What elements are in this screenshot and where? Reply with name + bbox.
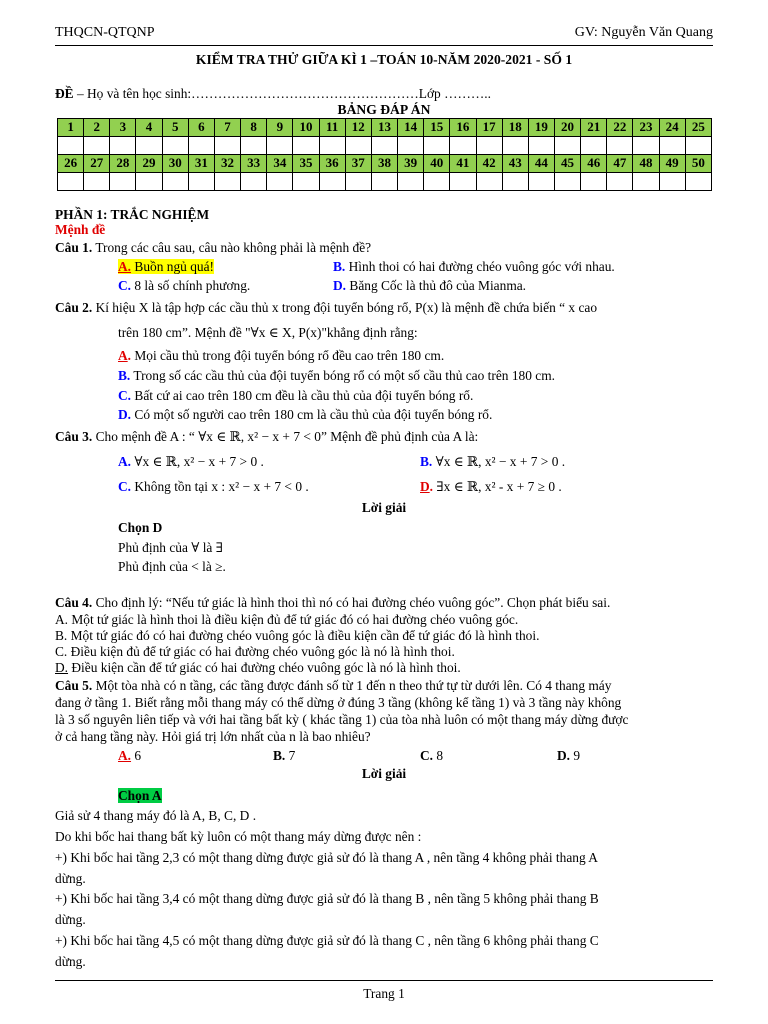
answer-number-cell: 30 — [162, 155, 188, 173]
answer-cell — [424, 173, 450, 191]
answer-cell — [188, 173, 214, 191]
q2-option-d-text: Có một số người cao trên 180 cm là cầu thủ của đội tuyển bóng rổ. — [134, 407, 493, 422]
answer-cell — [345, 137, 371, 155]
answer-number-cell: 4 — [136, 119, 162, 137]
q4-option-d: D. Điều kiện cần để tứ giác có hai đường chéo vuông góc là nó là hình thoi. — [55, 660, 461, 675]
answer-number-cell: 48 — [633, 155, 659, 173]
q5-line4: ở cả hang tầng này. Hỏi giá trị lớn nhất của n là bao nhiêu? — [55, 729, 371, 744]
answer-number-cell: 47 — [607, 155, 633, 173]
student-info-text: – Họ và tên học sinh:……………………………………………Lớp ……….. — [73, 86, 491, 101]
q2-option-c: C. Bất cứ ai cao trên 180 cm đều là cầu thủ của đội tuyển bóng rổ. — [118, 388, 474, 403]
q4-option-c: C. Điều kiện đủ để tứ giác có hai đường chéo vuông góc là nó là hình thoi. — [55, 644, 455, 659]
answer-cell — [398, 173, 424, 191]
answer-number-cell: 5 — [162, 119, 188, 137]
q3-option-d: D. ∃x ∈ ℝ, x² - x + 7 ≥ 0 . — [420, 479, 562, 494]
q2-option-a-text: Mọi cầu thủ trong đội tuyển bóng rổ đều cao trên 180 cm. — [134, 348, 445, 363]
question-1 — [55, 240, 371, 257]
answer-cell — [450, 137, 476, 155]
q5-solution-2: Do khi bốc hai thang bất kỳ luôn có một thang máy dừng được nên : — [55, 829, 422, 844]
answer-cell — [58, 173, 84, 191]
part-heading: PHẦN 1: TRẮC NGHIỆM — [55, 207, 210, 222]
answer-cell — [58, 137, 84, 155]
answer-number-cell: 44 — [528, 155, 554, 173]
answer-number-cell: 10 — [293, 119, 319, 137]
q5-choose: Chọn A — [118, 788, 162, 803]
q5-option-c: C. 8 — [420, 748, 444, 763]
answer-number-cell: 21 — [581, 119, 607, 137]
q3-option-c-text: Không tồn tại x : x² − x + 7 < 0 . — [134, 479, 309, 494]
answer-cell — [110, 173, 136, 191]
answer-number-cell: 36 — [319, 155, 345, 173]
q1-option-a-text: Buồn ngủ quá! — [134, 259, 214, 274]
answer-number-cell: 28 — [110, 155, 136, 173]
answer-cell — [633, 137, 659, 155]
q5-line1: Một tòa nhà có n tầng, các tầng được đánh số từ 1 đến n theo thứ tự từ dưới lên. Có 4 thang máy — [92, 678, 612, 693]
q1-option-b: B. Hình thoi có hai đường chéo vuông góc với nhau. — [333, 259, 615, 274]
answer-number-cell: 35 — [293, 155, 319, 173]
q4-option-c-text: Điều kiện đủ để tứ giác có hai đường chéo vuông góc là nó là hình thoi. — [70, 644, 455, 659]
answer-cell — [267, 173, 293, 191]
answer-number-cell: 31 — [188, 155, 214, 173]
answer-cell — [528, 173, 554, 191]
answer-cell — [188, 137, 214, 155]
answer-cell — [214, 173, 240, 191]
answer-table — [57, 118, 712, 191]
answer-cell — [398, 137, 424, 155]
answer-cell — [241, 173, 267, 191]
answer-cell — [685, 173, 711, 191]
q3-option-a-text: ∀x ∈ ℝ, x² − x + 7 > 0 . — [134, 454, 264, 469]
answer-number-cell: 2 — [84, 119, 110, 137]
answer-cell — [110, 137, 136, 155]
q5-option-a: A. 6 — [118, 748, 142, 763]
q4-option-a: A. Một tứ giác là hình thoi là điều kiện đủ để tứ giác đó có hai đường chéo vuông góc. — [55, 612, 519, 627]
answer-number-cell: 33 — [241, 155, 267, 173]
answer-number-cell: 38 — [371, 155, 397, 173]
q5-option-d: D. 9 — [557, 748, 581, 763]
answer-number-cell: 49 — [659, 155, 685, 173]
footer-divider — [55, 980, 713, 981]
q5-option-d-text: 9 — [573, 748, 581, 763]
answer-number-cell: 6 — [188, 119, 214, 137]
q4-option-d-text: Điều kiện cần để tứ giác có hai đường chéo vuông góc là nó là hình thoi. — [71, 660, 461, 675]
answer-number-cell: 42 — [476, 155, 502, 173]
answer-number-cell: 41 — [450, 155, 476, 173]
q1-option-a: A. Buồn ngủ quá! — [118, 259, 214, 274]
q5-solution-3b: dừng. — [55, 871, 86, 886]
answer-cell — [162, 173, 188, 191]
answer-number-row-2 — [58, 155, 712, 173]
answer-cell — [476, 173, 502, 191]
q2-label: Câu 2. — [55, 300, 93, 315]
answer-table-title: BẢNG ĐÁP ÁN — [337, 102, 431, 117]
answer-cell — [502, 173, 528, 191]
question-5 — [55, 678, 611, 695]
answer-number-cell: 1 — [58, 119, 84, 137]
answer-cell — [581, 137, 607, 155]
q5-solution-5b: dừng. — [55, 954, 86, 969]
q3-option-b: B. ∀x ∈ ℝ, x² − x + 7 > 0 . — [420, 454, 566, 469]
header-divider — [55, 45, 713, 46]
answer-number-cell: 27 — [84, 155, 110, 173]
q3-solution-title: Lời giải — [361, 500, 407, 515]
q5-option-b: B. 7 — [273, 748, 296, 763]
answer-cell — [685, 137, 711, 155]
answer-number-cell: 43 — [502, 155, 528, 173]
student-info-line — [55, 86, 491, 103]
answer-number-cell: 50 — [685, 155, 711, 173]
answer-cell — [502, 137, 528, 155]
question-2 — [55, 300, 597, 317]
answer-number-cell: 7 — [214, 119, 240, 137]
answer-number-cell: 24 — [659, 119, 685, 137]
answer-number-cell: 22 — [607, 119, 633, 137]
answer-number-cell: 46 — [581, 155, 607, 173]
answer-cell — [293, 137, 319, 155]
answer-blank-row-1 — [58, 137, 712, 155]
q2-line2: trên 180 cm”. Mệnh đề "∀x ∈ X, P(x)"khẳng định rằng: — [118, 325, 418, 340]
q4-option-a-text: Một tứ giác là hình thoi là điều kiện đủ để tứ giác đó có hai đường chéo vuông góc. — [71, 612, 519, 627]
q1-option-d-text: Băng Cốc là thủ đô của Mianma. — [349, 278, 527, 293]
q5-solution-3a: +) Khi bốc hai tầng 2,3 có một thang dừng được giả sử đó là thang A , nên tầng 4 không phải thang A — [55, 850, 598, 865]
answer-number-cell: 11 — [319, 119, 345, 137]
answer-cell — [554, 173, 580, 191]
answer-number-cell: 14 — [398, 119, 424, 137]
q3-option-b-text: ∀x ∈ ℝ, x² − x + 7 > 0 . — [435, 454, 566, 469]
answer-cell — [319, 137, 345, 155]
answer-number-cell: 40 — [424, 155, 450, 173]
answer-cell — [607, 137, 633, 155]
answer-cell — [84, 137, 110, 155]
answer-number-cell: 32 — [214, 155, 240, 173]
question-3 — [55, 429, 478, 446]
answer-cell — [267, 137, 293, 155]
answer-cell — [293, 173, 319, 191]
q1-option-d: D. Băng Cốc là thủ đô của Mianma. — [333, 278, 527, 293]
answer-number-cell: 20 — [554, 119, 580, 137]
answer-number-cell: 18 — [502, 119, 528, 137]
question-4 — [55, 595, 610, 612]
answer-number-cell: 45 — [554, 155, 580, 173]
q5-solution-1: Giả sử 4 thang máy đó là A, B, C, D . — [55, 808, 257, 823]
answer-number-cell: 12 — [345, 119, 371, 137]
answer-number-cell: 17 — [476, 119, 502, 137]
answer-number-cell: 37 — [345, 155, 371, 173]
q4-text: Cho định lý: “Nếu tứ giác là hình thoi thì nó có hai đường chéo vuông góc”. Chọn phát biểu sai. — [92, 595, 611, 610]
answer-cell — [319, 173, 345, 191]
q2-option-a: A. Mọi cầu thủ trong đội tuyển bóng rổ đều cao trên 180 cm. — [118, 348, 445, 363]
q1-option-c-text: 8 là số chính phương. — [134, 278, 251, 293]
answer-cell — [528, 137, 554, 155]
q5-option-b-text: 7 — [288, 748, 296, 763]
answer-number-cell: 29 — [136, 155, 162, 173]
answer-number-cell: 25 — [685, 119, 711, 137]
answer-cell — [162, 137, 188, 155]
q4-option-b-text: Một tứ giác đó có hai đường chéo vuông góc là điều kiện cần để tứ giác đó là hình thoi. — [70, 628, 540, 643]
answer-cell — [659, 173, 685, 191]
q3-option-c: C. Không tồn tại x : x² − x + 7 < 0 . — [118, 479, 309, 494]
answer-cell — [136, 173, 162, 191]
q1-option-b-text: Hình thoi có hai đường chéo vuông góc với nhau. — [348, 259, 615, 274]
answer-number-cell: 23 — [633, 119, 659, 137]
answer-cell — [659, 137, 685, 155]
answer-number-cell: 26 — [58, 155, 84, 173]
q5-choose-wrap — [118, 788, 162, 805]
answer-cell — [476, 137, 502, 155]
answer-blank-row-2 — [58, 173, 712, 191]
answer-number-cell: 9 — [267, 119, 293, 137]
answer-number-row-1 — [58, 119, 712, 137]
q5-solution-5a: +) Khi bốc hai tầng 4,5 có một thang dừng được giả sử đó là thang C , nên tầng 6 không phải thang C — [55, 933, 599, 948]
answer-number-cell: 13 — [371, 119, 397, 137]
q5-option-a-text: 6 — [134, 748, 142, 763]
answer-cell — [633, 173, 659, 191]
answer-number-cell: 34 — [267, 155, 293, 173]
answer-cell — [345, 173, 371, 191]
q5-option-c-text: 8 — [436, 748, 444, 763]
q5-solution-4a: +) Khi bốc hai tầng 3,4 có một thang dừng được giả sử đó là thang B , nên tầng 5 không phải thang B — [55, 891, 599, 906]
answer-number-cell: 8 — [241, 119, 267, 137]
answer-number-cell: 16 — [450, 119, 476, 137]
q5-line2: đang ở tầng 1. Biết rằng mỗi thang máy có thể dừng ở đúng 3 tầng (không kể tầng 1) và 3 tầng này không — [55, 695, 622, 710]
answer-cell — [554, 137, 580, 155]
page-number: Trang 1 — [363, 986, 405, 1001]
answer-number-cell: 15 — [424, 119, 450, 137]
answer-number-cell: 39 — [398, 155, 424, 173]
q5-solution-4b: dừng. — [55, 912, 86, 927]
q5-label: Câu 5. — [55, 678, 93, 693]
teacher-name: GV: Nguyễn Văn Quang — [574, 25, 713, 40]
exam-label: ĐỀ — [55, 86, 74, 101]
answer-number-cell: 3 — [110, 119, 136, 137]
q3-label: Câu 3. — [55, 429, 93, 444]
answer-number-cell: 19 — [528, 119, 554, 137]
q2-option-b: B. Trong số các cầu thủ của đội tuyển bóng rổ có một số cầu thủ cao trên 180 cm. — [118, 368, 555, 383]
answer-cell — [136, 137, 162, 155]
answer-cell — [424, 137, 450, 155]
answer-cell — [371, 173, 397, 191]
q3-option-d-text: ∃x ∈ ℝ, x² - x + 7 ≥ 0 . — [436, 479, 562, 494]
answer-cell — [450, 173, 476, 191]
page-header — [55, 24, 713, 44]
q4-option-b: B. Một tứ giác đó có hai đường chéo vuông góc là điều kiện cần để tứ giác đó là hình thoi. — [55, 628, 540, 643]
answer-cell — [214, 137, 240, 155]
answer-cell — [84, 173, 110, 191]
answer-cell — [241, 137, 267, 155]
q1-option-c: C. 8 là số chính phương. — [118, 278, 251, 293]
school-code: THQCN-QTQNP — [55, 25, 155, 40]
answer-cell — [581, 173, 607, 191]
q3-option-a: A. ∀x ∈ ℝ, x² − x + 7 > 0 . — [118, 454, 264, 469]
topic-heading: Mệnh đề — [55, 222, 106, 237]
q3-choose: Chọn D — [118, 520, 163, 535]
answer-cell — [607, 173, 633, 191]
q3-solution-1: Phủ định của ∀ là ∃ — [118, 540, 223, 555]
q2-option-d: D. Có một số người cao trên 180 cm là cầu thủ của đội tuyển bóng rổ. — [118, 407, 493, 422]
q1-label: Câu 1. — [55, 240, 93, 255]
q5-solution-title: Lời giải — [361, 766, 407, 781]
exam-title: KIỂM TRA THỬ GIỮA KÌ 1 –TOÁN 10-NĂM 2020-2021 - SỐ 1 — [195, 52, 573, 67]
answer-cell — [371, 137, 397, 155]
q3-solution-2: Phủ định của < là ≥. — [118, 559, 226, 574]
q2-line1: Kí hiệu X là tập hợp các cầu thủ x trong đội tuyển bóng rổ, P(x) là mệnh đề chứa biến “ x cao — [92, 300, 598, 315]
q1-text: Trong các câu sau, câu nào không phải là mệnh đề? — [92, 240, 372, 255]
q2-option-b-text: Trong số các cầu thủ của đội tuyển bóng rổ có một số cầu thủ cao trên 180 cm. — [133, 368, 555, 383]
q3-text: Cho mệnh đề A : “ ∀x ∈ ℝ, x² − x + 7 < 0” Mệnh đề phủ định của A là: — [92, 429, 479, 444]
q4-label: Câu 4. — [55, 595, 93, 610]
q2-option-c-text: Bất cứ ai cao trên 180 cm đều là cầu thủ của đội tuyển bóng rổ. — [134, 388, 474, 403]
q5-line3: là 3 số nguyên liên tiếp và với hai tầng bất kỳ ( khác tầng 1) của tòa nhà luôn có một thang máy dừng được — [55, 712, 629, 727]
